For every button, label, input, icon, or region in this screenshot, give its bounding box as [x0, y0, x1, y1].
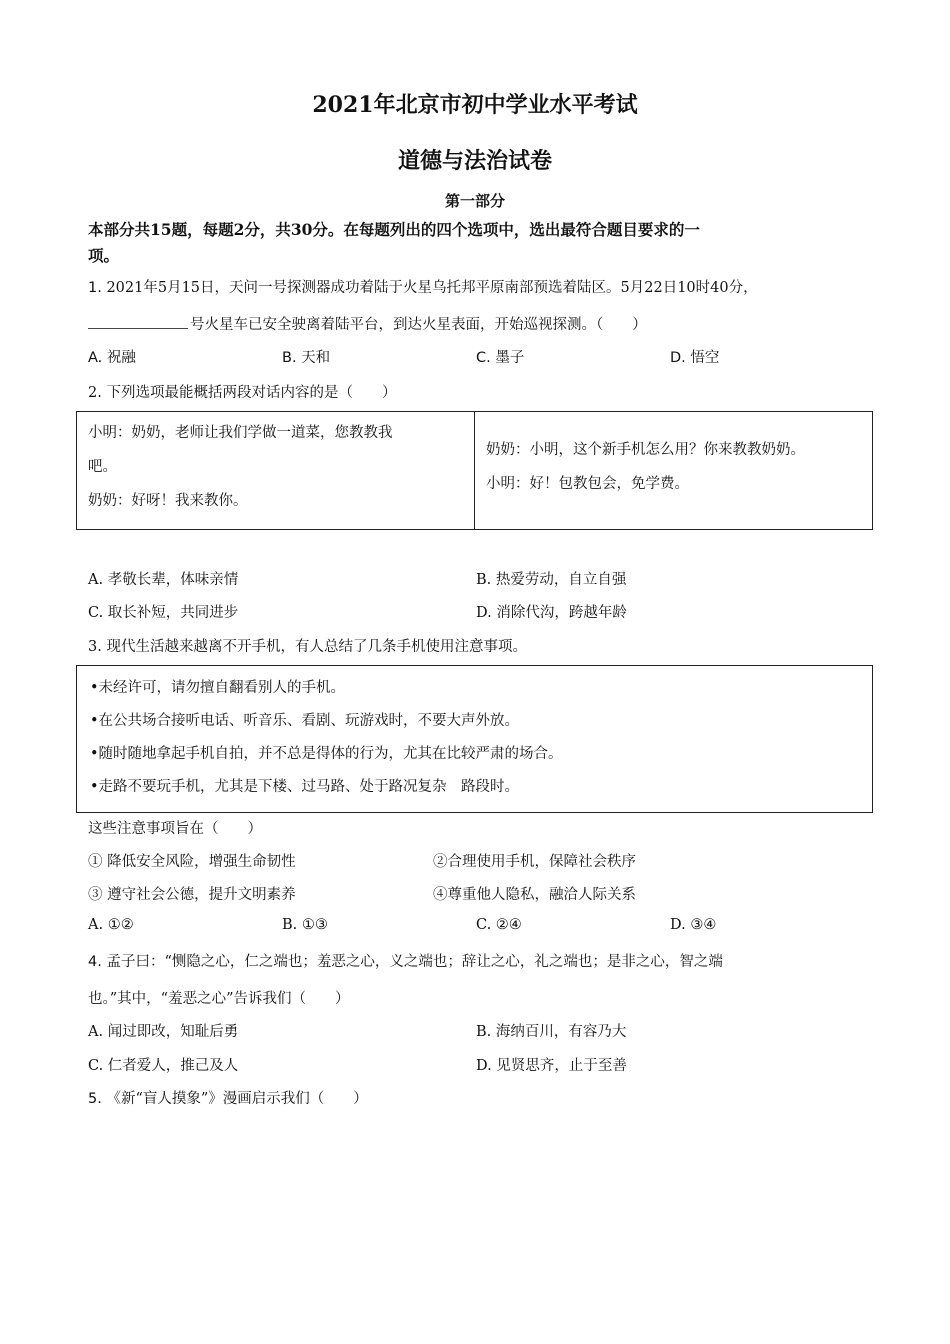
question-5-number: 5.: [88, 1091, 102, 1107]
q3-statement-2: ②合理使用手机，保障社会秩序: [433, 854, 636, 870]
question-5-line: [88, 1087, 368, 1108]
q3-option-b: B. ①③: [282, 917, 328, 933]
question-3-follow: 这些注意事项旨在（ ）: [88, 821, 262, 837]
answer-blank: [88, 314, 188, 329]
instruction-line-1: 本部分共15题，每题2分，共30分。在每题列出的四个选项中，选出最符合题目要求的一: [88, 220, 700, 239]
phone-tip-2: •在公共场合接听电话、听音乐、看剧、玩游戏时，不要大声外放。: [90, 713, 520, 729]
question-1-line-2: [88, 313, 647, 334]
q1-option-b: B. 天和: [282, 350, 331, 366]
q2-option-a: A. 孝敬长辈，体味亲情: [88, 572, 239, 588]
exam-subtitle: 道德与法治试卷: [397, 148, 552, 174]
q4-option-c: C. 仁者爱人，推己及人: [88, 1058, 239, 1074]
part-heading: 第一部分: [444, 192, 505, 210]
instruction-line-2: 项。: [88, 246, 120, 265]
q1-option-c: C. 墨子: [476, 350, 525, 366]
q2-option-d: D. 消除代沟，跨越年龄: [476, 605, 627, 621]
q4-option-a: A. 闻过即改，知耻后勇: [88, 1024, 239, 1040]
question-4-line-2: 也。”其中，“羞恶之心”告诉我们（ ）: [88, 991, 350, 1007]
q1-option-a: A. 祝融: [88, 350, 136, 366]
question-1-text-1: 2021年5月15日，天问一号探测器成功着陆于火星乌托邦平原南部预选着陆区。5月22日10时40分，: [106, 280, 758, 296]
phone-tip-1: •未经许可，请勿擅自翻看别人的手机。: [90, 680, 346, 696]
q3-option-d: D. ③④: [670, 917, 717, 933]
question-1-text-2: 号火星车已安全驶离着陆平台，到达火星表面，开始巡视探测。（ ）: [190, 317, 647, 333]
q2-option-b: B. 热爱劳动，自立自强: [476, 572, 627, 588]
question-4-number: 4.: [88, 954, 102, 970]
question-3-stem: 3. 现代生活越来越离不开手机，有人总结了几条手机使用注意事项。: [88, 639, 527, 655]
question-4-text-1: 孟子曰：“恻隐之心，仁之端也；羞恶之心，义之端也；辞让之心，礼之端也；是非之心，智之端: [106, 954, 723, 970]
question-1-number: 1.: [88, 280, 102, 296]
question-2-stem: 2. 下列选项最能概括两段对话内容的是（ ）: [88, 385, 397, 401]
q3-option-c: C. ②④: [476, 917, 522, 933]
q2-option-c: C. 取长补短，共同进步: [88, 605, 239, 621]
phone-tip-4: •走路不要玩手机，尤其是下楼、过马路、处于路况复杂 路段时。: [90, 779, 520, 795]
dialogue-right-cell: 奶奶：小明，这个新手机怎么用？你来教教奶奶。 小明：好！包教包会，免学费。: [486, 442, 805, 492]
question-1-line-1: [88, 276, 758, 297]
question-5-text: 《新“盲人摸象”》漫画启示我们（ ）: [106, 1091, 368, 1107]
q3-statement-4: ④尊重他人隐私，融洽人际关系: [433, 887, 636, 903]
q1-option-d: D. 悟空: [670, 350, 720, 366]
q3-option-a: A. ①②: [88, 917, 134, 933]
q4-option-d: D. 见贤思齐，止于至善: [476, 1058, 627, 1074]
exam-title: 2021年北京市初中学业水平考试: [312, 92, 638, 118]
dialogue-left-cell: 小明：奶奶，老师让我们学做一道菜，您教教我 吧。 奶奶：好呀！我来教你。: [88, 425, 393, 509]
q3-statement-1: ① 降低安全风险，增强生命韧性: [88, 854, 296, 870]
q4-option-b: B. 海纳百川，有容乃大: [476, 1024, 627, 1040]
phone-tip-3: •随时随地拿起手机自拍，并不总是得体的行为，尤其在比较严肃的场合。: [90, 746, 563, 762]
question-4-line-1: [88, 950, 723, 971]
q3-statement-3: ③ 遵守社会公德，提升文明素养: [88, 887, 296, 903]
